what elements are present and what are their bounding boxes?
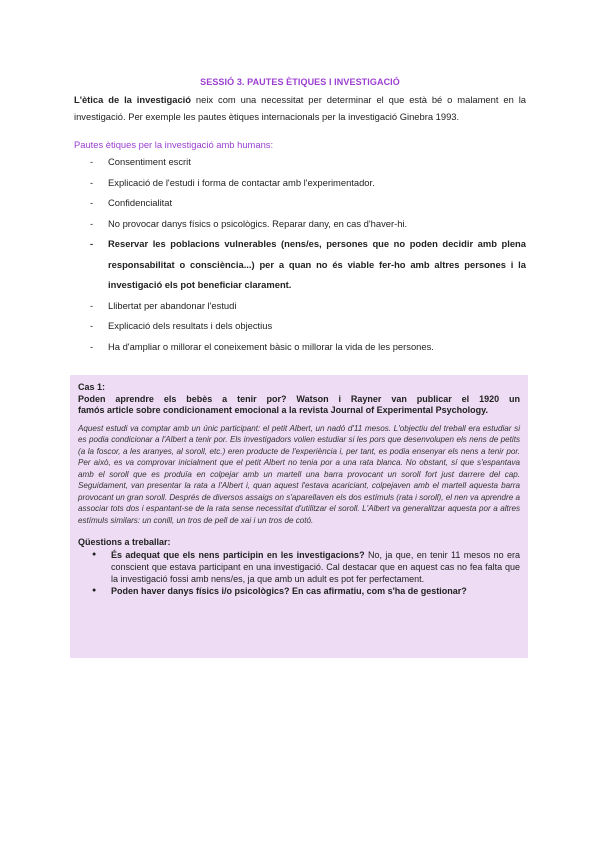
questions-list (78, 549, 520, 597)
question-item (78, 549, 520, 585)
case-heading (78, 382, 520, 417)
list-item: - Ha d'ampliar o millorar el coneixement bàsic o millorar la vida de les persones. (74, 337, 526, 358)
case-body: Aquest estudi va comptar amb un únic participant: el petit Albert, un nadó d'11 mesos. L'objectiu del treball era estudiar si es podia condicionar a l'Albert a tenir por. Els investigadors volien estudiar si les pors que desenvolupen els nens de petits (a la foscor, a les aranyes, al soroll, etc.) eren producte de l'experiència i, per tant, es podia ensenyar els nens a tenir por. Per això, es va comprovar inicialment que el petit Albert no tenia por a una rata blanca. No obstant, sí que s'espantava amb el soroll que es produïa en colpejar amb un martell una barra provocant un soroll fort just darrere del cap. Seguidament, van presentar la rata a l'Albert i, quan aquest l'estava acariciant, colpejaven amb el martell aquesta barra provocant un gran soroll. Després de diversos assaigs on s'aparellaven els dos estímuls (rata i soroll), el nen va aprendre a associar tots dos i espantant-se de la rata sense necessitat d'utilitzar el soroll. L'Albert va generalitzar aquesta por a altres estímuls similars: un conill, un tros de pell de xai i un tros de cotó. (78, 423, 520, 525)
ethics-list (74, 152, 526, 357)
case-question-line: Poden aprendre els bebès a tenir por? Watson i Rayner van publicar el 1920 un (78, 393, 520, 404)
questions-title: Qüestions a treballar: (78, 537, 171, 547)
list-item: - No provocar danys físics o psicològics. Reparar dany, en cas d'haver-hi. (74, 214, 526, 235)
list-item: - Consentiment escrit (74, 152, 526, 173)
intro-paragraph (74, 91, 526, 125)
intro-text: neix com una necessitat per determinar el que està bé o malament en la investigació. Per exemple les pautes ètiques internacionals per la investigació Ginebra 1993. (74, 94, 526, 122)
answer-text: No, ja que, en tenir 11 mesos no era conscient que estava participant en una investigació. Cal destacar que en aquest cas no fea falta que la investigació fossi amb nens/es, ja que amb un adult es pot fer perfectament. (111, 550, 521, 584)
case-label: Cas 1: (78, 382, 106, 392)
page-title: SESSIÓ 3. PAUTES ÈTIQUES I INVESTIGACIÓ (200, 77, 400, 87)
question-item (78, 585, 520, 597)
list-item: - Explicació dels resultats i dels objectius (74, 316, 526, 337)
list-item: - Reservar les poblacions vulnerables (nens/es, persones que no poden decidir amb plena responsabilitat o consciència...) per a quan no és viable fer-ho amb altres persones i la investigació els pot beneficiar clarament. (74, 234, 526, 296)
list-item: - Llibertat per abandonar l'estudi (74, 296, 526, 317)
question-text: Poden haver danys físics i/o psicològics? En cas afirmatiu, com s'ha de gestionar? (111, 586, 467, 596)
list-item: - Explicació de l'estudi i forma de contactar amb l'experimentador. (74, 173, 526, 194)
case-question-line-2: famós article sobre condicionament emocional a la revista Journal of Experimental Psychology. (78, 405, 488, 415)
list-item: - Confidencialitat (74, 193, 526, 214)
section-heading: Pautes ètiques per la investigació amb humans: (74, 139, 274, 150)
intro-bold: L'ètica de la investigació (74, 94, 191, 105)
case-box (70, 375, 528, 658)
question-text: És adequat que els nens participin en les investigacions? (111, 550, 365, 560)
